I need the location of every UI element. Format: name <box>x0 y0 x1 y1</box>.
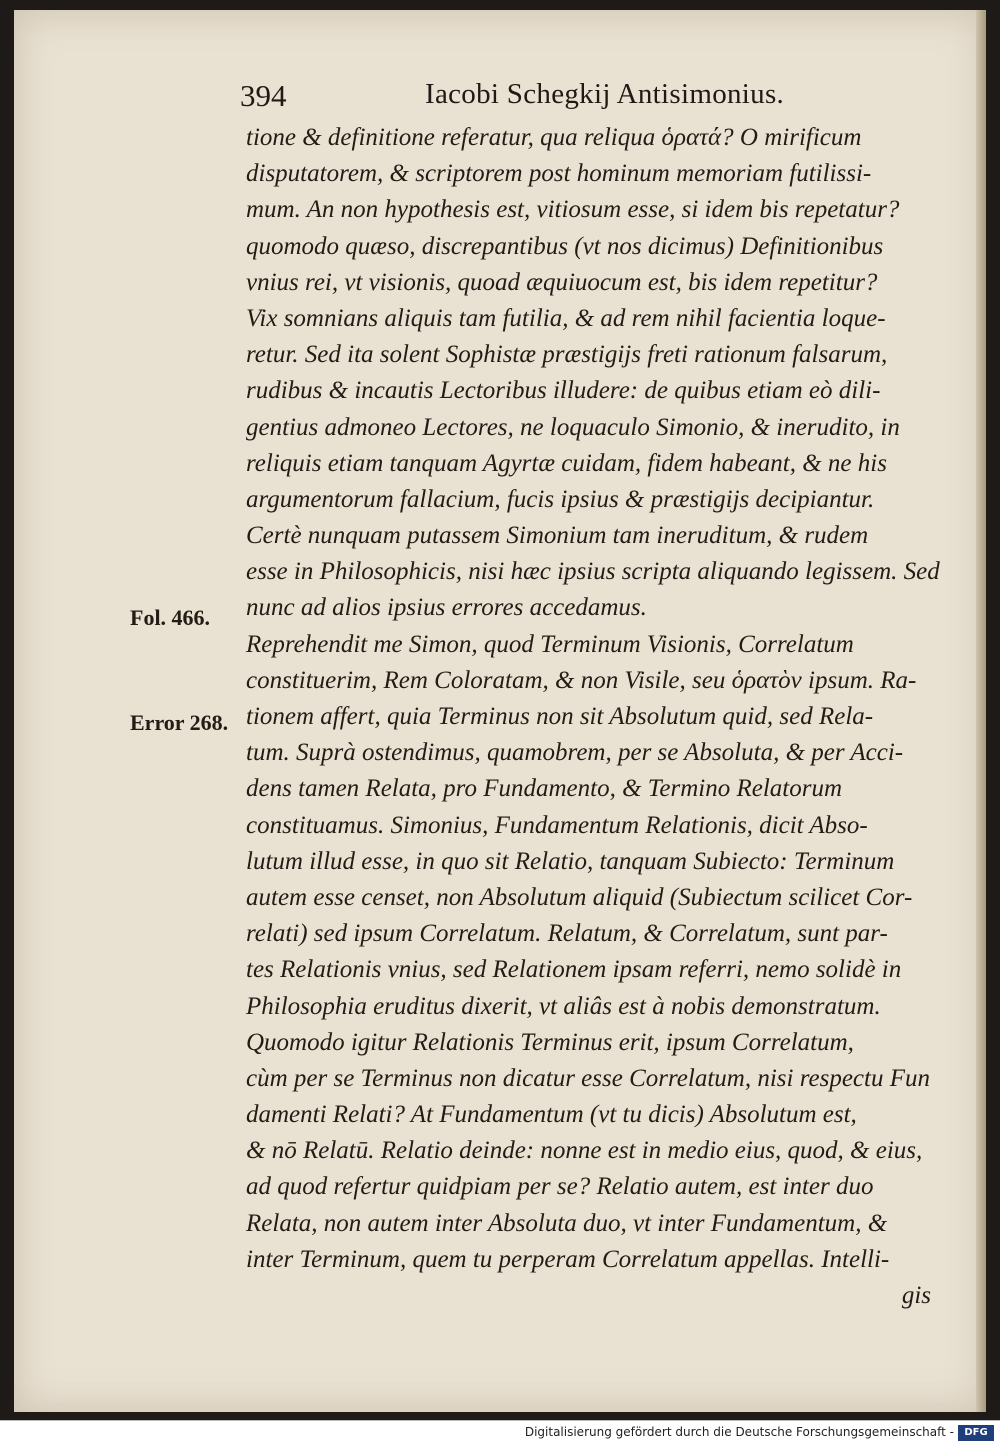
text-line: lutum illud esse, in quo sit Relatio, tanquam Subiecto: Terminum <box>246 847 895 875</box>
text-line: cùm per se Terminus non dicatur esse Correlatum, nisi respectu Fun <box>246 1064 930 1092</box>
footer-bar <box>0 1420 1000 1446</box>
text-line: constituamus. Simonius, Fundamentum Relationis, dicit Abso- <box>246 811 868 839</box>
text-line: esse in Philosophicis, nisi hæc ipsius scripta aliquando legissem. Sed <box>246 558 940 586</box>
text-line: nunc ad alios ipsius errores accedamus. <box>246 594 647 622</box>
text-line: Certè nunquam putassem Simonium tam ineruditum, & rudem <box>246 522 869 550</box>
text-line: mum. An non hypothesis est, vitiosum esse, si idem bis repetatur? <box>246 196 900 224</box>
catchword: gis <box>901 1282 931 1309</box>
text-line: inter Terminum, quem tu perperam Correlatum appellas. Intelli- <box>246 1245 890 1273</box>
text-line: & nō Relatū. Relatio deinde: nonne est in medio eius, quod, & eius, <box>246 1137 923 1165</box>
margin-note-error: Error 268. <box>130 710 229 735</box>
body-text <box>246 120 961 1314</box>
text-line: constituerim, Rem Coloratam, & non Visile, seu ὁρατὸν ipsum. Ra- <box>246 666 917 694</box>
text-line: Quomodo igitur Relationis Terminus erit, ipsum Correlatum, <box>246 1028 854 1056</box>
text-line: gentius admoneo Lectores, ne loquaculo Simonio, & inerudito, in <box>246 413 900 441</box>
text-line: vnius rei, vt visionis, quoad æquiuocum est, bis idem repetitur? <box>246 268 878 296</box>
margin-note-fol: Fol. 466. <box>130 605 211 630</box>
text-line: disputatorem, & scriptorem post hominum memoriam futilissi- <box>246 160 872 188</box>
text-line: autem esse censet, non Absolutum aliquid (Subiectum scilicet Cor- <box>246 883 913 911</box>
text-line: relati) sed ipsum Correlatum. Relatum, & Correlatum, sunt par- <box>246 920 888 948</box>
text-line: tione & definitione referatur, qua reliqua ὁρατά? O mirificum <box>246 124 862 151</box>
text-line: Philosophia eruditus dixerit, vt aliâs est à nobis demonstratum. <box>246 992 881 1020</box>
text-line: reliquis etiam tanquam Agyrtæ cuidam, fidem habeant, & ne his <box>246 449 887 477</box>
running-title: Iacobi Schegkij Antisimonius. <box>425 78 785 110</box>
text-line: tes Relationis vnius, sed Relationem ipsam referri, nemo solidè in <box>246 956 902 984</box>
page-number: 394 <box>240 78 287 113</box>
text-line: quomodo quæso, discrepantibus (vt nos dicimus) Definitionibus <box>246 232 884 260</box>
text-line: Relata, non autem inter Absoluta duo, vt inter Fundamentum, & <box>246 1209 888 1237</box>
footer-text: Digitalisierung gefördert durch die Deutsche Forschungsgemeinschaft - <box>524 1425 954 1439</box>
text-line: tionem affert, quia Terminus non sit Absolutum quid, sed Rela- <box>246 703 874 730</box>
page-header <box>230 78 930 118</box>
text-line: dens tamen Relata, pro Fundamento, & Termino Relatorum <box>246 775 843 803</box>
page-edge <box>976 10 986 1412</box>
text-line: retur. Sed ita solent Sophistæ præstigijs freti rationum falsarum, <box>246 341 888 369</box>
text-line: rudibus & incautis Lectoribus illudere: de quibus etiam eò dili- <box>246 377 881 405</box>
dfg-logo[interactable]: DFG <box>958 1425 994 1441</box>
text-line: ad quod refertur quidpiam per se? Relatio autem, est inter duo <box>246 1173 874 1201</box>
text-line: Vix somnians aliquis tam futilia, & ad rem nihil facientia loque- <box>246 304 886 332</box>
text-line: tum. Suprà ostendimus, quamobrem, per se Absoluta, & per Acci- <box>246 739 904 767</box>
text-line: Reprehendit me Simon, quod Terminum Visionis, Correlatum <box>246 630 854 658</box>
text-line: damenti Relati? At Fundamentum (vt tu dicis) Absolutum est, <box>246 1101 857 1129</box>
text-line: argumentorum fallacium, fucis ipsius & præstigijs decipiantur. <box>246 485 875 513</box>
